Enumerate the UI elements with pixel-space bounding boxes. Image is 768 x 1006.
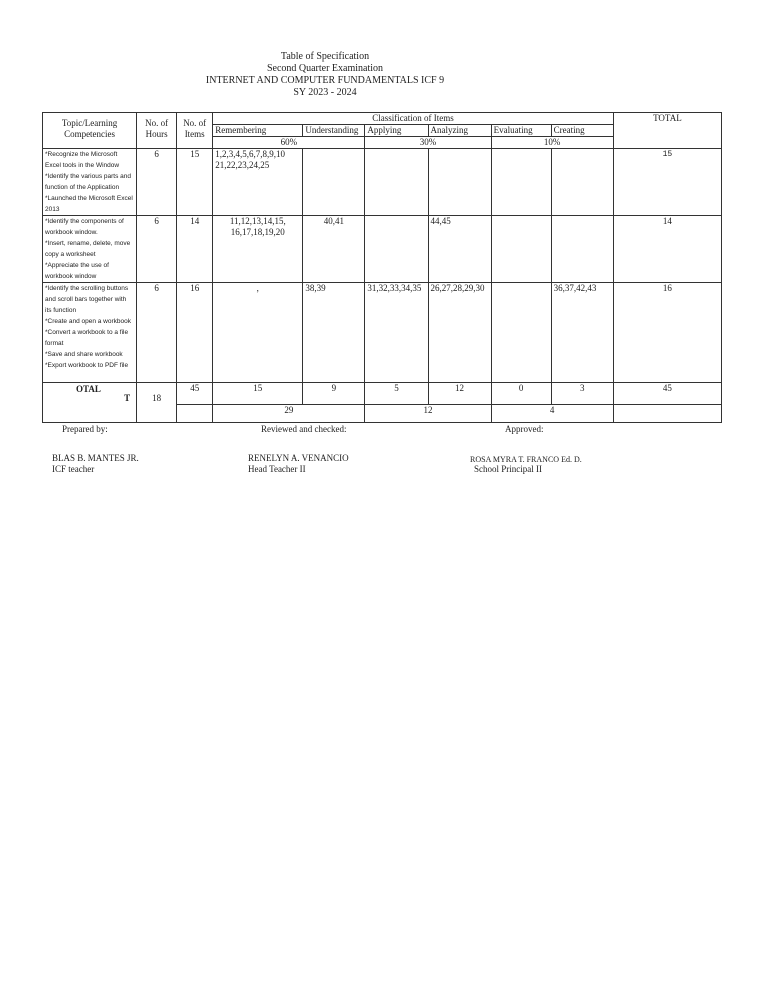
topic-line: *Create and open a workbook bbox=[45, 318, 132, 325]
creating-cell bbox=[551, 149, 613, 216]
topic-line: *Appreciate the use of workbook window bbox=[45, 262, 109, 280]
analyzing-cell: 26,27,28,29,30 bbox=[428, 283, 491, 383]
level-creating: Creating bbox=[551, 125, 613, 137]
remembering-cell: 11,12,13,14,15, 16,17,18,19,20 bbox=[213, 216, 303, 283]
topic-line: *Recognize the Microsoft Excel tools in the Window bbox=[45, 151, 120, 169]
topic-cell bbox=[43, 149, 137, 216]
items-cell: 16 bbox=[177, 283, 213, 383]
total-header: TOTAL bbox=[613, 113, 721, 149]
doc-year: SY 2023 - 2024 bbox=[293, 87, 357, 98]
analyzing-cell: 44,45 bbox=[428, 216, 491, 283]
total-creating: 3 bbox=[551, 383, 613, 405]
hours-cell: 6 bbox=[137, 283, 177, 383]
row-total-cell: 15 bbox=[613, 149, 721, 216]
topic-cell bbox=[43, 216, 137, 283]
grand-total-spacer bbox=[613, 405, 721, 423]
evaluating-cell bbox=[491, 149, 551, 216]
topic-line: *Identify the various parts and function of the Application bbox=[45, 173, 131, 191]
percent-30: 30% bbox=[365, 137, 491, 149]
total-applying: 5 bbox=[365, 383, 428, 405]
level-remembering: Remembering bbox=[213, 125, 303, 137]
items-cell: 15 bbox=[177, 149, 213, 216]
totals-row bbox=[43, 383, 722, 405]
row-total-cell: 14 bbox=[613, 216, 721, 283]
total-remembering: 15 bbox=[213, 383, 303, 405]
total-items-spacer bbox=[177, 405, 213, 423]
doc-subtitle: Second Quarter Examination bbox=[266, 63, 384, 74]
doc-title: Table of Specification bbox=[280, 51, 370, 62]
approved-by-label: Approved: bbox=[505, 424, 544, 434]
remembering-cell: 1,2,3,4,5,6,7,8,9,10 21,22,23,24,25 bbox=[213, 149, 303, 216]
prepared-by-label: Prepared by: bbox=[62, 424, 108, 434]
reviewed-by-label: Reviewed and checked: bbox=[261, 424, 347, 434]
topic-line: *Identify the scrolling buttons and scroll bars together with its function bbox=[45, 285, 129, 314]
hours-header: No. of Hours bbox=[137, 113, 177, 149]
doc-course: INTERNET AND COMPUTER FUNDAMENTALS ICF 9 bbox=[205, 75, 445, 86]
applying-cell bbox=[365, 216, 428, 283]
topic-line: *Convert a workbook to a file format bbox=[45, 329, 129, 347]
remembering-cell: , bbox=[213, 283, 303, 383]
percent-10: 10% bbox=[491, 137, 613, 149]
topic-header: Topic/Learning Competencies bbox=[43, 113, 137, 149]
level-applying: Applying bbox=[365, 125, 428, 137]
applying-cell bbox=[365, 149, 428, 216]
topic-line: *Launched the Microsoft Excel 2013 bbox=[45, 195, 133, 213]
total-evaluating: 0 bbox=[491, 383, 551, 405]
approver-name: ROSA MYRA T. FRANCO Ed. D. bbox=[470, 455, 582, 464]
items-cell: 14 bbox=[177, 216, 213, 283]
topic-line: *Save and share workbook bbox=[45, 351, 123, 358]
total-label-otal: OTAL bbox=[76, 384, 101, 394]
specification-table bbox=[42, 112, 722, 423]
table-row bbox=[43, 149, 722, 216]
creating-cell: 36,37,42,43 bbox=[551, 283, 613, 383]
level-understanding: Understanding bbox=[303, 125, 365, 137]
grand-total: 45 bbox=[613, 383, 721, 405]
topic-cell bbox=[43, 283, 137, 383]
topic-line: *Insert, rename, delete, move copy a worksheet bbox=[45, 240, 131, 258]
items-header: No. of Items bbox=[177, 113, 213, 149]
reviewer-title: Head Teacher II bbox=[248, 464, 306, 474]
preparer-name: BLAS B. MANTES JR. bbox=[52, 453, 139, 463]
approver-title: School Principal II bbox=[474, 464, 542, 474]
understanding-cell: 38,39 bbox=[303, 283, 365, 383]
percent-60: 60% bbox=[213, 137, 365, 149]
total-understanding: 9 bbox=[303, 383, 365, 405]
total-label-t: T bbox=[43, 383, 137, 423]
evaluating-cell bbox=[491, 216, 551, 283]
hours-cell: 6 bbox=[137, 149, 177, 216]
total-items: 45 bbox=[177, 383, 213, 405]
table-row bbox=[43, 283, 722, 383]
evaluating-cell bbox=[491, 283, 551, 383]
total-analyzing: 12 bbox=[428, 383, 491, 405]
understanding-cell bbox=[303, 149, 365, 216]
understanding-cell: 40,41 bbox=[303, 216, 365, 283]
preparer-title: ICF teacher bbox=[52, 464, 95, 474]
total-hours: 18 bbox=[137, 383, 177, 423]
reviewer-name: RENELYN A. VENANCIO bbox=[248, 453, 349, 463]
group-total-30: 12 bbox=[365, 405, 491, 423]
topic-line: *Export workbook to PDF file bbox=[45, 362, 129, 369]
applying-cell: 31,32,33,34,35 bbox=[365, 283, 428, 383]
group-total-10: 4 bbox=[491, 405, 613, 423]
classification-header: Classification of Items bbox=[213, 113, 614, 125]
group-total-60: 29 bbox=[213, 405, 365, 423]
level-analyzing: Analyzing bbox=[428, 125, 491, 137]
table-row bbox=[43, 216, 722, 283]
analyzing-cell bbox=[428, 149, 491, 216]
topic-line: *Identify the components of workbook window. bbox=[45, 218, 124, 236]
creating-cell bbox=[551, 216, 613, 283]
hours-cell: 6 bbox=[137, 216, 177, 283]
level-evaluating: Evaluating bbox=[491, 125, 551, 137]
row-total-cell: 16 bbox=[613, 283, 721, 383]
